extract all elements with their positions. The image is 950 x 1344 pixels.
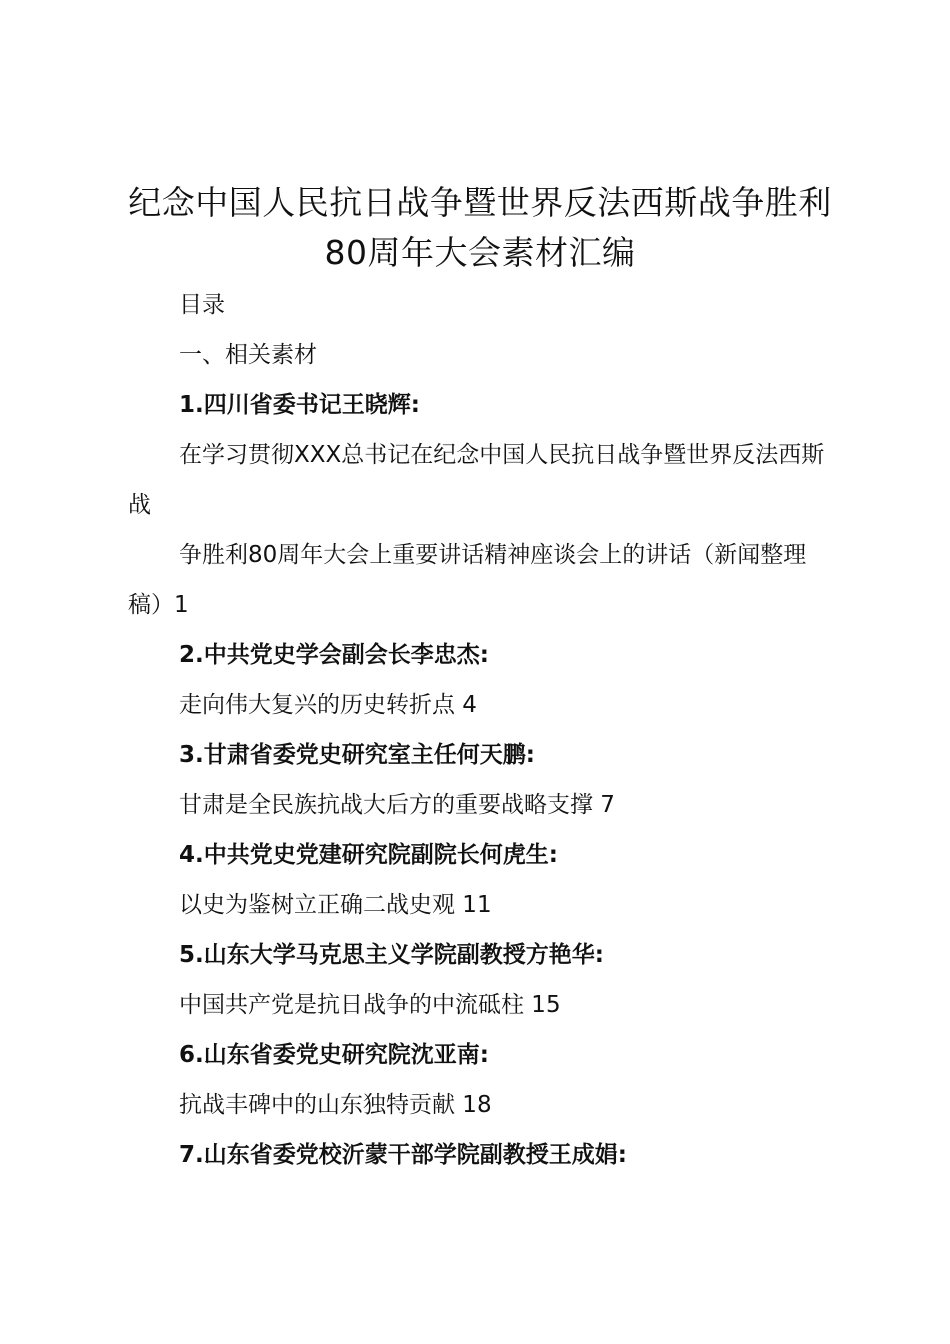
document-title: 纪念中国人民抗日战争暨世界反法西斯战争胜利80周年大会素材汇编 <box>128 183 832 272</box>
toc-entry-title: 争胜利80周年大会上重要讲话精神座谈会上的讲话（新闻整理稿）1 <box>128 542 807 618</box>
toc-entry-author: 2.中共党史学会副会长李忠杰: <box>179 642 489 668</box>
section-heading: 一、相关素材 <box>179 342 317 368</box>
toc-entry-author: 1.四川省委书记王晓辉: <box>179 392 420 418</box>
toc-entry-title: 以史为鉴树立正确二战史观 11 <box>179 892 492 918</box>
toc-entry-author: 3.甘肃省委党史研究室主任何天鹏: <box>179 742 535 768</box>
toc-entry-author: 7.山东省委党校沂蒙干部学院副教授王成娟: <box>179 1142 627 1168</box>
toc-entry-author: 6.山东省委党史研究院沈亚南: <box>179 1042 489 1068</box>
toc-entry-title: 甘肃是全民族抗战大后方的重要战略支撑 7 <box>179 792 615 818</box>
toc-label: 目录 <box>179 292 225 318</box>
toc-entry-title: 在学习贯彻XXX总书记在纪念中国人民抗日战争暨世界反法西斯战 <box>128 442 825 518</box>
toc-entry-title: 抗战丰碑中的山东独特贡献 18 <box>179 1092 492 1118</box>
toc-entry-author: 4.中共党史党建研究院副院长何虎生: <box>179 842 558 868</box>
toc-entry-author: 5.山东大学马克思主义学院副教授方艳华: <box>179 942 604 968</box>
toc-entry-title: 走向伟大复兴的历史转折点 4 <box>179 692 477 718</box>
document-page <box>128 178 832 1180</box>
toc-entry-title: 中国共产党是抗日战争的中流砥柱 15 <box>179 992 561 1018</box>
